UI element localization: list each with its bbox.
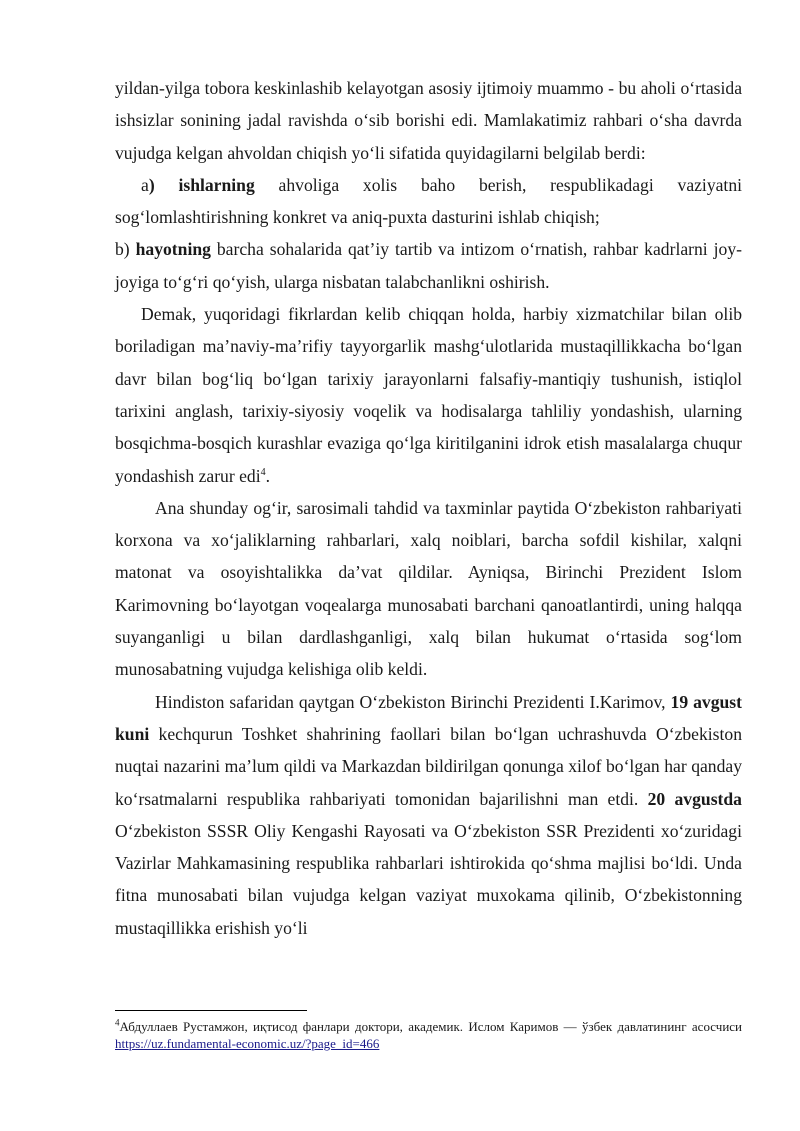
footnote-reference[interactable]: 4 (260, 466, 266, 478)
text-segment: barcha sohalarida qat’iy tartib va intizom o‘rnatish, rahbar kadrlarni joy-joyiga to‘g‘ri qo‘yish, ularga nisbatan talabchanlikni oshirish. (115, 239, 742, 292)
footnote-text: Абдуллаев Рустамжон, иқтисод фанлари доктори, академик. Ислом Каримов — ўзбек давлатининг асосчиси (119, 1019, 742, 1034)
body-text (115, 72, 742, 944)
text-segment: Hindiston safaridan qaytgan O‘zbekiston Birinchi Prezidenti I.Karimov, (155, 691, 671, 712)
footnote-number: 4 (115, 1017, 120, 1028)
text-segment: b) (115, 239, 136, 260)
bold-date: 19 avgust kuni (115, 691, 742, 744)
paragraph-demak (115, 298, 742, 492)
text-segment: . (265, 465, 271, 486)
text-segment: kechqurun Toshket shahrining faollari bilan bo‘lgan uchrashuvda O‘zbekiston nuqtai nazarini ma’lum qildi va Markazdan bildirilgan qonunga xilof bo‘lgan har qanday ko‘rsatmalarni respublika rahbariyati tomonidan bajarilishni man etdi. (115, 723, 742, 809)
text-segment: Ana shunday og‘ir, sarosimali tahdid va taxminlar paytida O‘zbekiston rahbariyati korxona va xo‘jaliklarning rahbarlari, xalq noiblari, barcha sofdil kishilar, xalqni matonat va osoyishtalikka da’vat qildilar. Ayniqsa, Birinchi Prezident Islom Karimovning bo‘layotgan voqealarga munosabati barchani qanoatlantirdi, uning halqqa suyanganligi u bilan dardlashganligi, xalq bilan hukumat o‘rtasida sog‘lom munosabatning vujudga kelishiga olib keldi. (115, 497, 742, 680)
paragraph-intro (115, 72, 742, 169)
paragraph-list-item-b (115, 233, 742, 298)
paragraph-ana-shunday (115, 492, 742, 686)
text-segment: O‘zbekiston SSSR Oliy Kengashi Rayosati va O‘zbekiston SSR Prezidenti xo‘zuridagi Vazirlar Mahkamasining respublika rahbarlari ishtirokida qo‘shma majlisi bo‘ldi. Unda fitna munosabati bilan vujudga kelgan vaziyat muxokama qilinib, O‘zbekistonning mustaqillikka erishish yo‘li (115, 820, 742, 938)
paragraph-list-item-a (115, 169, 742, 234)
footnote (115, 1018, 742, 1052)
text-segment: a (141, 174, 149, 195)
text-segment: Demak, yuqoridagi fikrlardan kelib chiqqan holda, harbiy xizmatchilar bilan olib boriladigan ma’naviy-ma’rifiy tayyorgarlik mashg‘ulotlarida mustaqillikkacha bo‘lgan davr bilan bog‘liq bo‘lgan tarixiy jarayonlarni falsafiy-mantiqiy tushunish, istiqlol tarixini anglash, tarixiy-siyosiy voqelik va hodisalarga tahliliy yondashish, ularning bosqichma-bosqich kurashlar evaziga qo‘lga kiritilganini idrok etish masalalarga chuqur yondashish zarur edi (115, 304, 742, 486)
footnote-divider (115, 1010, 307, 1011)
bold-term: hayotning (135, 239, 211, 260)
bold-term: ) ishlarning (148, 174, 255, 195)
paragraph-hindiston (115, 686, 742, 944)
footnote-link[interactable]: https://uz.fundamental-economic.uz/?page_id=466 (115, 1036, 380, 1051)
text-segment: yildan-yilga tobora keskinlashib kelayotgan asosiy ijtimoiy muammo - bu aholi o‘rtasida ishsizlar sonining jadal ravishda o‘sib borishi edi. Mamlakatimiz rahbari o‘sha davrda vujudga kelgan ahvoldan chiqish yo‘li sifatida quyidagilarni belgilab berdi: (115, 78, 742, 163)
bold-date: 20 avgustda (647, 788, 742, 809)
text-segment: ahvoliga xolis baho berish, respublikadagi vaziyatni sog‘lomlashtirishning konkret va aniq-puxta dasturini ishlab chiqish; (115, 174, 743, 228)
